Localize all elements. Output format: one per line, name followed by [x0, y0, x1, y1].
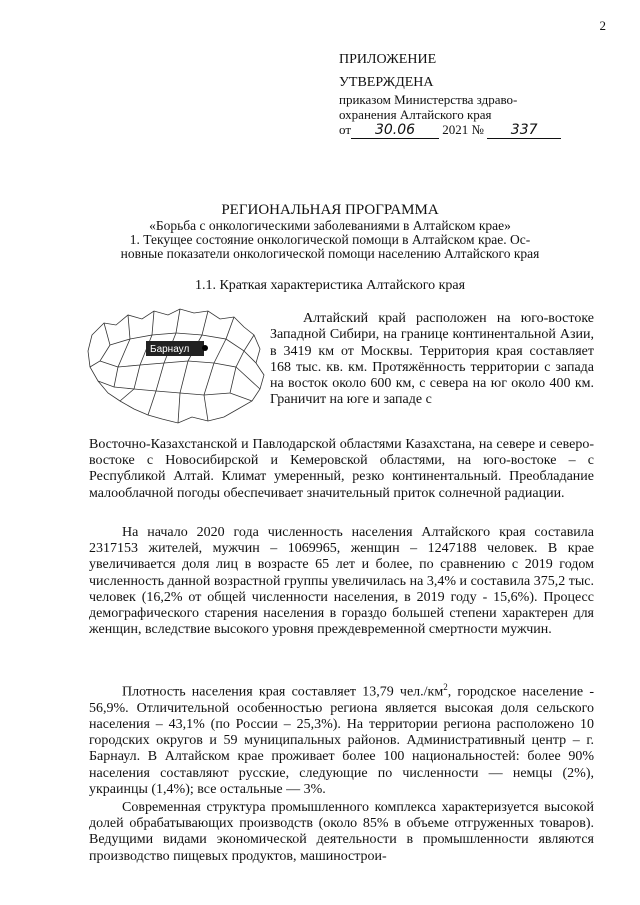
city-label: Барнаул — [150, 344, 190, 355]
city-marker-icon — [202, 345, 208, 351]
map-graphic — [84, 305, 270, 427]
paragraph-1-rest: Восточно-Казахстанской и Павлодарской областями Казахстана, на севере и северо-востоке с Новосибирской и Кемеровской областями, на юго-востоке – с Республикой Алтай. Климат умеренный, резко континентальный. Преобладание малооблачной погоды обеспечивает значительный приток солнечной радиации. — [89, 437, 594, 501]
program-title — [60, 203, 600, 261]
paragraph-1-wrapped: Алтайский край расположен на юго-востоке Западной Сибири, на границе континентальной Азии, в 3419 км от Москвы. Территория края составляет 168 тыс. кв. км. Протяжённость территории с запада на восток около 600 км, с севера на юг около 400 км. Граничит на юге и западе с — [270, 311, 594, 408]
paragraph-3-sup: 2 — [443, 682, 448, 692]
section-heading: 1.1. Краткая характеристика Алтайского края — [194, 278, 466, 293]
page-number: 2 — [599, 18, 606, 33]
program-title-line-3: 1. Текущее состояние онкологической помощи в Алтайском крае. Ос- — [129, 232, 531, 247]
from-label: от — [339, 122, 352, 137]
program-title-line-4: новные показатели онкологической помощи населению Алтайского края — [120, 246, 540, 261]
approval-line-2: охранения Алтайского края — [339, 107, 492, 122]
paragraph-2: На начало 2020 года численность населения Алтайского края составила 2317153 жителей, мужчин – 1069965, женщин – 1247188 человек. В крае увеличивается доля лиц в возрасте 65 лет и более, по сравнению с 2019 годом численность данной возрастной группы увеличилась на 3,4% и составила 375,2 тыс. человек (16,2% от общей численности населения, в 2019 году - 15,6%). Процесс демографического старения населения в гораздо большей степени характерен для женщин, вследствие высокого уровня преждевременной смертности мужчин. — [89, 525, 594, 638]
approved-heading: УТВЕРЖДЕНА — [339, 75, 434, 90]
year-label: 2021 № — [442, 122, 484, 137]
handwritten-date: 30.06 — [351, 123, 439, 139]
appendix-heading: ПРИЛОЖЕНИЕ — [339, 52, 437, 67]
paragraph-3 — [89, 679, 594, 798]
paragraph-3-part-b: , городское население - 56,9%. Отличительной особенностью региона является высокая доля сельского населения – 43,1% (по России – 25,3%). На территории региона расположено 10 городских округов и 59 муниципальных районов. Административный центр – г. Барнаул. В Алтайском крае проживает более 100 национальностей: более 90% населения составляют русские, следующие по численности — немцы (2%), украинцы (1,4%); все остальные — 3%. — [89, 684, 594, 797]
altai-region-map — [84, 305, 270, 427]
approval-date-line — [339, 122, 609, 139]
approval-block — [339, 52, 609, 139]
paragraph-4: Современная структура промышленного комплекса характеризуется высокой долей обрабатывающих производств (около 85% в объеме отгруженных товаров). Ведущими видами экономической деятельности в промышленности являются производство пищевых продуктов, машинострои- — [89, 800, 594, 864]
paragraph-3-part-a: Плотность населения края составляет 13,79 чел./км — [122, 684, 444, 700]
approval-line-1: приказом Министерства здраво- — [339, 92, 518, 107]
handwritten-number: 337 — [487, 123, 561, 139]
program-title-line-2: «Борьба с онкологическими заболеваниями в Алтайском крае» — [149, 218, 511, 233]
program-title-main: РЕГИОНАЛЬНАЯ ПРОГРАММА — [221, 202, 439, 218]
